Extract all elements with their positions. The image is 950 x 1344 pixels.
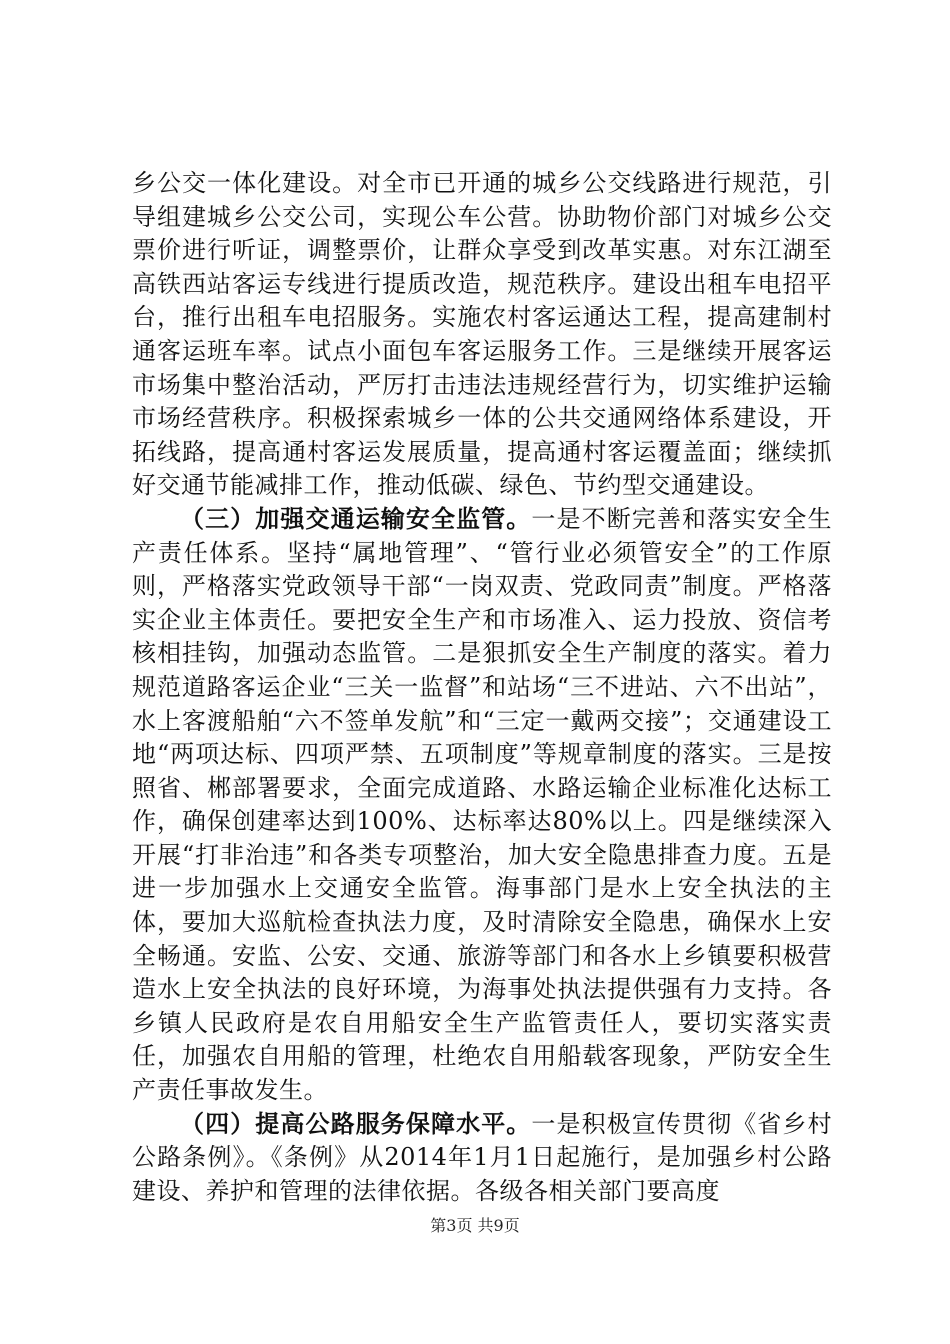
section-4-body: 一是积极宣传贯彻《省乡村公路条例》。《条例》从2014年1月1日起施行，是加强乡村公路建设、养护和管理的法律依据。各级各相关部门要高度 [132,1109,833,1205]
page-number-indicator: 第3页 共9页 [430,1216,520,1235]
section-4-paragraph [132,1108,832,1209]
section-3-heading: （三）加强交通运输安全监管。 [180,504,532,533]
section-4-heading: （四）提高公路服务保障水平。 [180,1109,532,1138]
page-footer [0,1216,950,1236]
section-3-body: 一是不断完善和落实安全生产责任体系。坚持“属地管理”、“管行业必须管安全”的工作原则，严格落实党政领导干部“一岗双责、党政同责”制度。严格落实企业主体责任。要把安全生产和市场准入、运力投放、资信考核相挂钩，加强动态监管。二是狠抓安全生产制度的落实。着力规范道路客运企业“三关一监督”和站场“三不进站、六不出站”，水上客渡船舶“六不签单发航”和“三定一戴两交接”；交通建设工地“两项达标、四项严禁、五项制度”等规章制度的落实。三是按照省、郴部署要求，全面完成道路、水路运输企业标准化达标工作，确保创建率达到100%、达标率达80%以上。四是继续深入开展“打非治违”和各类专项整治，加大安全隐患排查力度。五是进一步加强水上交通安全监管。海事部门是水上安全执法的主体，要加大巡航检查执法力度，及时清除安全隐患，确保水上安全畅通。安监、公安、交通、旅游等部门和各水上乡镇要积极营造水上安全执法的良好环境，为海事处执法提供强有力支持。各乡镇人民政府是农自用船安全生产监管责任人，要切实落实责任，加强农自用船的管理，杜绝农自用船载客现象，严防安全生产责任事故发生。 [132,504,833,1105]
section-3-paragraph [132,503,832,1108]
document-body [132,167,832,1208]
paragraph-continued: 乡公交一体化建设。对全市已开通的城乡公交线路进行规范，引导组建城乡公交公司，实现公车公营。协助物价部门对城乡公交票价进行听证，调整票价，让群众享受到改革实惠。对东江湖至高铁西站客运专线进行提质改造，规范秩序。建设出租车电招平台，推行出租车电招服务。实施农村客运通达工程，提高建制村通客运班车率。试点小面包车客运服务工作。三是继续开展客运市场集中整治活动，严厉打击违法违规经营行为，切实维护运输市场经营秩序。积极探索城乡一体的公共交通网络体系建设，开拓线路，提高通村客运发展质量，提高通村客运覆盖面；继续抓好交通节能减排工作，推动低碳、绿色、节约型交通建设。 [132,169,832,500]
